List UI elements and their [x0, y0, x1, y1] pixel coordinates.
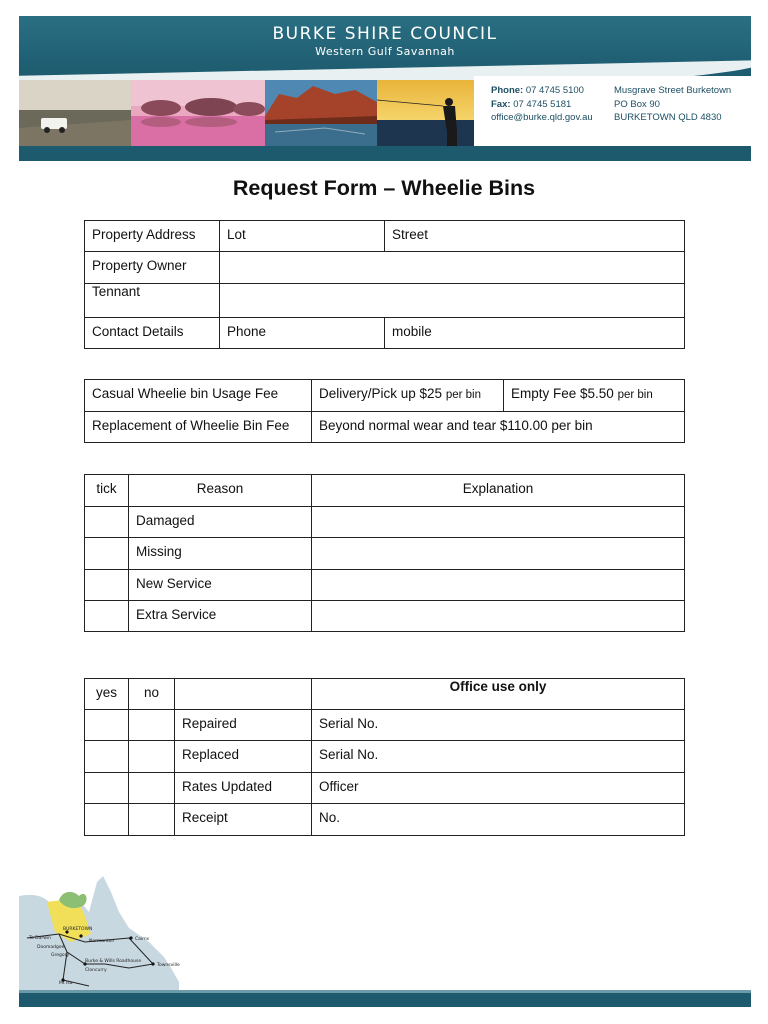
- property-address-label: Property Address: [85, 221, 220, 252]
- contact-panel: [474, 76, 751, 146]
- explanation-field[interactable]: [312, 601, 685, 632]
- table-row: [85, 773, 685, 804]
- explanation-field[interactable]: [312, 538, 685, 570]
- lot-field[interactable]: Lot: [220, 221, 385, 252]
- table-row: [85, 318, 685, 349]
- header-banner: [19, 16, 751, 161]
- contact-details-label: Contact Details: [85, 318, 220, 349]
- table-row: [85, 475, 685, 507]
- reason-missing: Missing: [129, 538, 312, 570]
- property-owner-label: Property Owner: [85, 252, 220, 284]
- tenant-field[interactable]: [220, 284, 685, 318]
- map-label: Cloncurry: [85, 968, 107, 973]
- reason-column-header: Reason: [129, 475, 312, 507]
- empty-fee-unit: per bin: [617, 389, 653, 401]
- map-label: To Darwin: [29, 936, 52, 941]
- table-row: [85, 601, 685, 632]
- fax-label: Fax:: [491, 98, 511, 110]
- fax-number: 07 4745 5181: [513, 98, 572, 110]
- reason-table: [84, 474, 685, 632]
- receipt-number-field[interactable]: No.: [312, 804, 685, 836]
- address-line-3: BURKETOWN QLD 4830: [614, 112, 722, 123]
- council-name: BURKE SHIRE COUNCIL: [272, 24, 498, 44]
- explanation-field[interactable]: [312, 507, 685, 538]
- officer-field[interactable]: Officer: [312, 773, 685, 804]
- serial-number-field[interactable]: Serial No.: [312, 741, 685, 773]
- action-column-header: [175, 679, 312, 710]
- property-owner-field[interactable]: [220, 252, 685, 284]
- office-use-header: Office use only: [312, 679, 685, 710]
- address-line-1: Musgrave Street Burketown: [614, 85, 732, 96]
- table-row: [85, 538, 685, 570]
- banner-bottom-band: [19, 146, 751, 161]
- map-label: Cairns: [135, 937, 150, 942]
- table-row: [85, 252, 685, 284]
- street-field[interactable]: Street: [385, 221, 685, 252]
- delivery-fee: [312, 380, 504, 412]
- office-action-rates-updated: Rates Updated: [175, 773, 312, 804]
- delivery-fee-unit: per bin: [445, 389, 481, 401]
- tenant-label: Tennant: [85, 284, 220, 318]
- empty-fee-amount: Empty Fee $5.50: [511, 386, 614, 401]
- no-column-header: no: [129, 679, 175, 710]
- contact-column: [491, 84, 593, 125]
- map-label: Normanton: [89, 939, 115, 944]
- footer-bar: [19, 990, 751, 1007]
- lagoon-photo: [131, 80, 265, 148]
- no-checkbox[interactable]: [129, 773, 175, 804]
- tick-checkbox-extra-service[interactable]: [85, 601, 129, 632]
- phone-label: Phone:: [491, 85, 524, 96]
- table-row: [85, 380, 685, 412]
- tick-checkbox-damaged[interactable]: [85, 507, 129, 538]
- map-label: Townsville: [157, 963, 180, 968]
- address-column: [614, 84, 731, 125]
- region-map: [19, 872, 199, 990]
- mobile-field[interactable]: mobile: [385, 318, 685, 349]
- yes-column-header: yes: [85, 679, 129, 710]
- no-checkbox[interactable]: [129, 710, 175, 741]
- phone-number: 07 4745 5100: [525, 85, 584, 96]
- empty-fee: [504, 380, 685, 412]
- map-label: Burke & Wills Roadhouse: [85, 959, 142, 964]
- map-label: BURKETOWN: [63, 927, 93, 932]
- yes-checkbox[interactable]: [85, 804, 129, 836]
- serial-number-field[interactable]: Serial No.: [312, 710, 685, 741]
- reason-new-service: New Service: [129, 570, 312, 601]
- casual-fee-label: Casual Wheelie bin Usage Fee: [85, 380, 312, 412]
- yes-checkbox[interactable]: [85, 773, 129, 804]
- phone-field[interactable]: Phone: [220, 318, 385, 349]
- address-line-2: PO Box 90: [614, 98, 660, 110]
- no-checkbox[interactable]: [129, 804, 175, 836]
- gorge-photo: [265, 80, 377, 148]
- beyond-wear-fee: Beyond normal wear and tear $110.00 per bin: [312, 412, 685, 443]
- table-row: [85, 570, 685, 601]
- office-action-receipt: Receipt: [175, 804, 312, 836]
- tick-checkbox-missing[interactable]: [85, 538, 129, 570]
- explanation-field[interactable]: [312, 570, 685, 601]
- table-row: [85, 679, 685, 710]
- photo-strip: [19, 80, 474, 148]
- email-address[interactable]: office@burke.qld.gov.au: [491, 112, 593, 123]
- table-row: [85, 741, 685, 773]
- reason-damaged: Damaged: [129, 507, 312, 538]
- tick-checkbox-new-service[interactable]: [85, 570, 129, 601]
- delivery-fee-amount: Delivery/Pick up $25: [319, 386, 443, 401]
- fishing-sunset-photo: [377, 80, 474, 148]
- outback-road-photo: [19, 80, 131, 148]
- form-title: Request Form – Wheelie Bins: [232, 176, 536, 200]
- table-row: [85, 710, 685, 741]
- fees-table: [84, 379, 685, 443]
- council-region: Western Gulf Savannah: [315, 45, 455, 58]
- table-row: [85, 804, 685, 836]
- yes-checkbox[interactable]: [85, 741, 129, 773]
- reason-extra-service: Extra Service: [129, 601, 312, 632]
- office-action-repaired: Repaired: [175, 710, 312, 741]
- office-action-replaced: Replaced: [175, 741, 312, 773]
- table-row: [85, 284, 685, 318]
- table-row: [85, 412, 685, 443]
- map-label: Doomadgee: [37, 945, 65, 950]
- table-row: [85, 507, 685, 538]
- tick-column-header: tick: [85, 475, 129, 507]
- map-label: Mt Isa: [59, 981, 73, 986]
- table-row: [85, 221, 685, 252]
- yes-checkbox[interactable]: [85, 710, 129, 741]
- map-label: Gregory: [51, 953, 70, 958]
- no-checkbox[interactable]: [129, 741, 175, 773]
- property-table: [84, 220, 685, 349]
- replacement-fee-label: Replacement of Wheelie Bin Fee: [85, 412, 312, 443]
- explanation-column-header: Explanation: [312, 475, 685, 507]
- office-use-table: [84, 678, 685, 836]
